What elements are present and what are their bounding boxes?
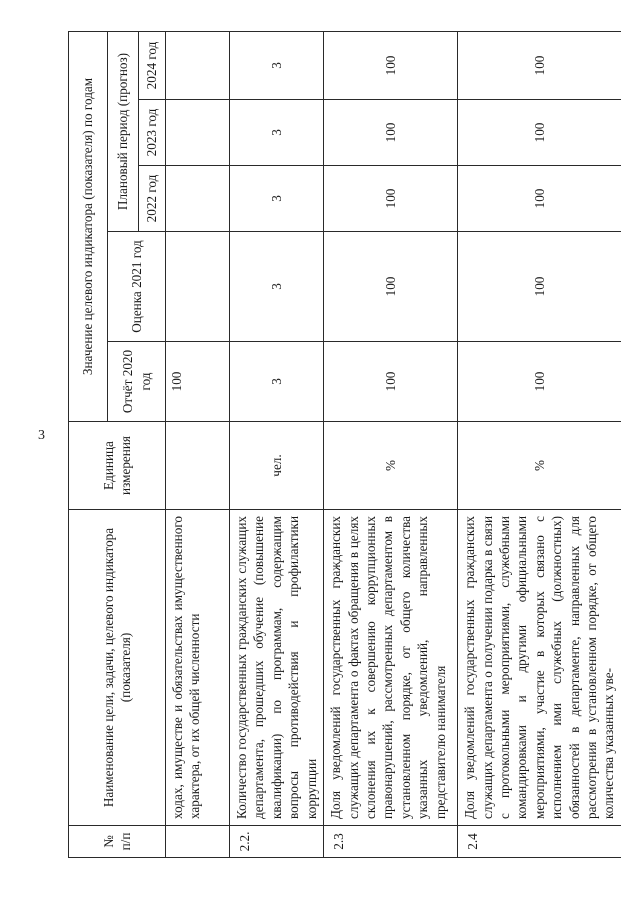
row-2022 bbox=[166, 166, 230, 232]
row-unit: % bbox=[324, 422, 458, 510]
rotated-table-frame bbox=[68, 32, 617, 858]
row-2023: 3 bbox=[230, 100, 324, 166]
header-number: № п/п bbox=[69, 826, 166, 858]
header-2023: 2023 год bbox=[139, 100, 166, 166]
row-2024: 100 bbox=[458, 31, 621, 99]
table-row bbox=[230, 31, 324, 857]
table-row bbox=[458, 31, 621, 857]
page-number: 3 bbox=[38, 428, 45, 443]
header-name: Наименование цели, задачи, целевого индикатора (показателя) bbox=[69, 510, 166, 826]
row-name: Доля уведомлений государственных гражданских служащих департамента о фактах обращения в целях склонения их к совершению коррупционных правонарушений, рассмотренных департаментом в установленном порядке, от общего количества указанных уведомлений, направленных представителю нанимателя bbox=[324, 510, 458, 826]
row-unit: % bbox=[458, 422, 621, 510]
row-2024: 3 bbox=[230, 31, 324, 99]
row-estimate: 100 bbox=[324, 232, 458, 342]
row-2022: 100 bbox=[458, 166, 621, 232]
header-report-2020: Отчёт 2020 год bbox=[108, 342, 166, 422]
row-name: Доля уведомлений государственных гражданских служащих департамента о получении подарка в связи с протокольными мероприятиями, служебными командировками и другими официальными мероприятиями, участие в которых связано с исполнением ими служебных (должностных) обязанностей в департаменте, направленных для рассмотрения в установленном порядке, от общего количества указанных уве- bbox=[458, 510, 621, 826]
row-report: 100 bbox=[166, 342, 230, 422]
header-values-group: Значение целевого индикатора (показателя) по годам bbox=[69, 31, 108, 421]
row-unit bbox=[166, 422, 230, 510]
row-2022: 3 bbox=[230, 166, 324, 232]
row-number: 2.3 bbox=[324, 826, 458, 858]
indicators-table bbox=[68, 31, 621, 858]
row-2024 bbox=[166, 31, 230, 99]
row-report: 3 bbox=[230, 342, 324, 422]
table-row bbox=[324, 31, 458, 857]
row-2022: 100 bbox=[324, 166, 458, 232]
row-name: ходах, имуществе и обязательствах имущественного характера, от их общей численности bbox=[166, 510, 230, 826]
header-plan-group: Плановый период (прогноз) bbox=[108, 31, 139, 231]
table-row bbox=[166, 31, 230, 857]
row-estimate: 3 bbox=[230, 232, 324, 342]
row-2023: 100 bbox=[458, 100, 621, 166]
row-report: 100 bbox=[458, 342, 621, 422]
row-unit: чел. bbox=[230, 422, 324, 510]
row-number: 2.4 bbox=[458, 826, 621, 858]
header-2022: 2022 год bbox=[139, 166, 166, 232]
row-report: 100 bbox=[324, 342, 458, 422]
row-number: 2.2. bbox=[230, 826, 324, 858]
row-2023 bbox=[166, 100, 230, 166]
row-2024: 100 bbox=[324, 31, 458, 99]
row-number bbox=[166, 826, 230, 858]
header-unit: Единица измерения bbox=[69, 422, 166, 510]
row-estimate: 100 bbox=[458, 232, 621, 342]
row-estimate bbox=[166, 232, 230, 342]
row-name: Количество государственных гражданских служащих департамента, прошедших обучение (повышение квалификации) по программам, содержащим вопросы противодействия и профилактики коррупции bbox=[230, 510, 324, 826]
row-2023: 100 bbox=[324, 100, 458, 166]
header-estimate-2021: Оценка 2021 год bbox=[108, 232, 166, 342]
header-2024: 2024 год bbox=[139, 31, 166, 99]
